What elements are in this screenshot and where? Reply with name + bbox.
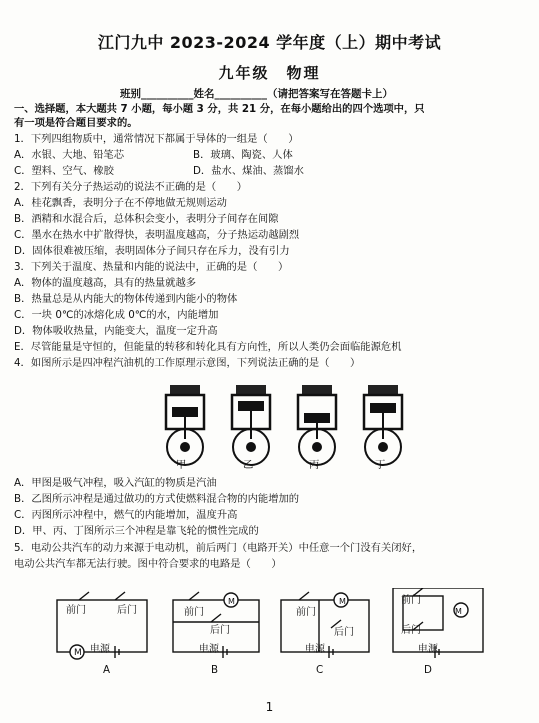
q3-option-b: B．热量总是从内能大的物体传递到内能小的物体: [14, 293, 238, 305]
b-power-label: 电源: [199, 644, 219, 655]
engine-jia: [166, 385, 204, 465]
q4-option-d: D．甲、丙、丁图所示三个冲程是靠飞轮的惯性完成的: [14, 525, 259, 537]
engine-label-ding: 丁: [375, 459, 386, 471]
q4-stem: 4．如图所示是四冲程汽油机的工作原理示意图，下列说法正确的是（ ）: [14, 357, 361, 369]
a-front-door-label: 前门: [66, 605, 86, 616]
d-front-door-label: 前门: [401, 595, 421, 606]
q5-stem: 5．电动公共汽车的动力来源于电动机，前后两门（电路开关）中任意一个门没有关闭好，: [14, 542, 423, 554]
d-rear-door-label: 后门: [401, 625, 421, 636]
b-rear-door-label: 后门: [210, 625, 230, 636]
q3-option-e: E．尽管能量是守恒的，但能量的转移和转化具有方向性，所以人类仍会面临能源危机: [14, 341, 402, 353]
engine-bing: [298, 385, 336, 465]
page-number: 1: [265, 700, 274, 714]
q4-option-b: B．乙图所示冲程是通过做功的方式使燃料混合物的内能增加的: [14, 493, 300, 505]
q3-stem: 3．下列关于温度、热量和内能的说法中，正确的是（ ）: [14, 261, 289, 273]
q1-option-d: D．盐水、煤油、蒸馏水: [193, 165, 304, 177]
c-front-door-label: 前门: [296, 607, 316, 618]
engine-ding: [364, 385, 402, 465]
engine-strokes-figure: [150, 383, 410, 475]
q4-option-a: A．甲图是吸气冲程，吸入汽缸的物质是汽油: [14, 477, 217, 489]
section-intro: 一、选择题，本大题共 7 小题，每小题 3 分，共 21 分，在每小题给出的四个选项中，只: [14, 103, 425, 115]
c-power-label: 电源: [305, 644, 325, 655]
q3-option-c: C．一块 0℃的冰熔化成 0℃的水，内能增加: [14, 309, 219, 321]
circuit-label-a: A: [103, 664, 111, 676]
q2-option-d: D．固体很难被压缩，表明固体分子间只存在斥力，没有引力: [14, 245, 290, 257]
q3-option-d: D．物体吸收热量，内能变大，温度一定升高: [14, 325, 218, 337]
class-name-line: 班别__________姓名__________（请把答案写在答题卡上）: [120, 88, 393, 100]
q1-option-b: B．玻璃、陶瓷、人体: [193, 149, 293, 161]
engine-label-jia: 甲: [176, 459, 187, 471]
q1-option-a: A．水银、大地、铅笔芯: [14, 149, 125, 161]
q3-option-a: A．物体的温度越高，具有的热量就越多: [14, 277, 197, 289]
d-power-label: 电源: [418, 644, 438, 655]
a-motor-label: M: [74, 648, 82, 658]
q2-option-a: A．桂花飘香，表明分子在不停地做无规则运动: [14, 197, 227, 209]
circuit-c: [281, 592, 369, 658]
section-intro-cont: 有一项是符合题目要求的。: [14, 117, 138, 129]
circuit-label-b: B: [211, 664, 219, 676]
exam-subtitle: 九年级 物理: [218, 64, 321, 82]
engine-label-bing: 丙: [309, 459, 320, 471]
a-rear-door-label: 后门: [117, 605, 137, 616]
c-rear-door-label: 后门: [334, 627, 354, 638]
b-front-door-label: 前门: [184, 607, 204, 618]
circuit-label-c: C: [316, 664, 324, 676]
q5-stem-cont: 电动公共汽车都无法行驶。图中符合要求的电路是（ ）: [14, 558, 282, 570]
q4-option-c: C．丙图所示冲程中，燃气的内能增加，温度升高: [14, 509, 238, 521]
q2-option-b: B．酒精和水混合后，总体积会变小，表明分子间存在间隙: [14, 213, 279, 225]
a-power-label: 电源: [90, 644, 110, 655]
engine-label-yi: 乙: [243, 459, 254, 471]
q1-stem: 1．下列四组物质中，通常情况下都属于导体的一组是（ ）: [14, 133, 299, 145]
exam-title: 江门九中 2023-2024 学年度（上）期中考试: [97, 33, 442, 52]
c-motor-label: M: [339, 597, 346, 606]
q2-option-c: C．墨水在热水中扩散得快，表明温度越高，分子热运动越剧烈: [14, 229, 300, 241]
circuit-label-d: D: [424, 664, 432, 676]
q2-stem: 2．下列有关分子热运动的说法不正确的是（ ）: [14, 181, 248, 193]
b-motor-label: M: [228, 597, 235, 606]
d-motor-label: M: [455, 607, 462, 616]
q1-option-c: C．塑料、空气、橡胶: [14, 165, 114, 177]
engine-yi: [232, 385, 270, 465]
